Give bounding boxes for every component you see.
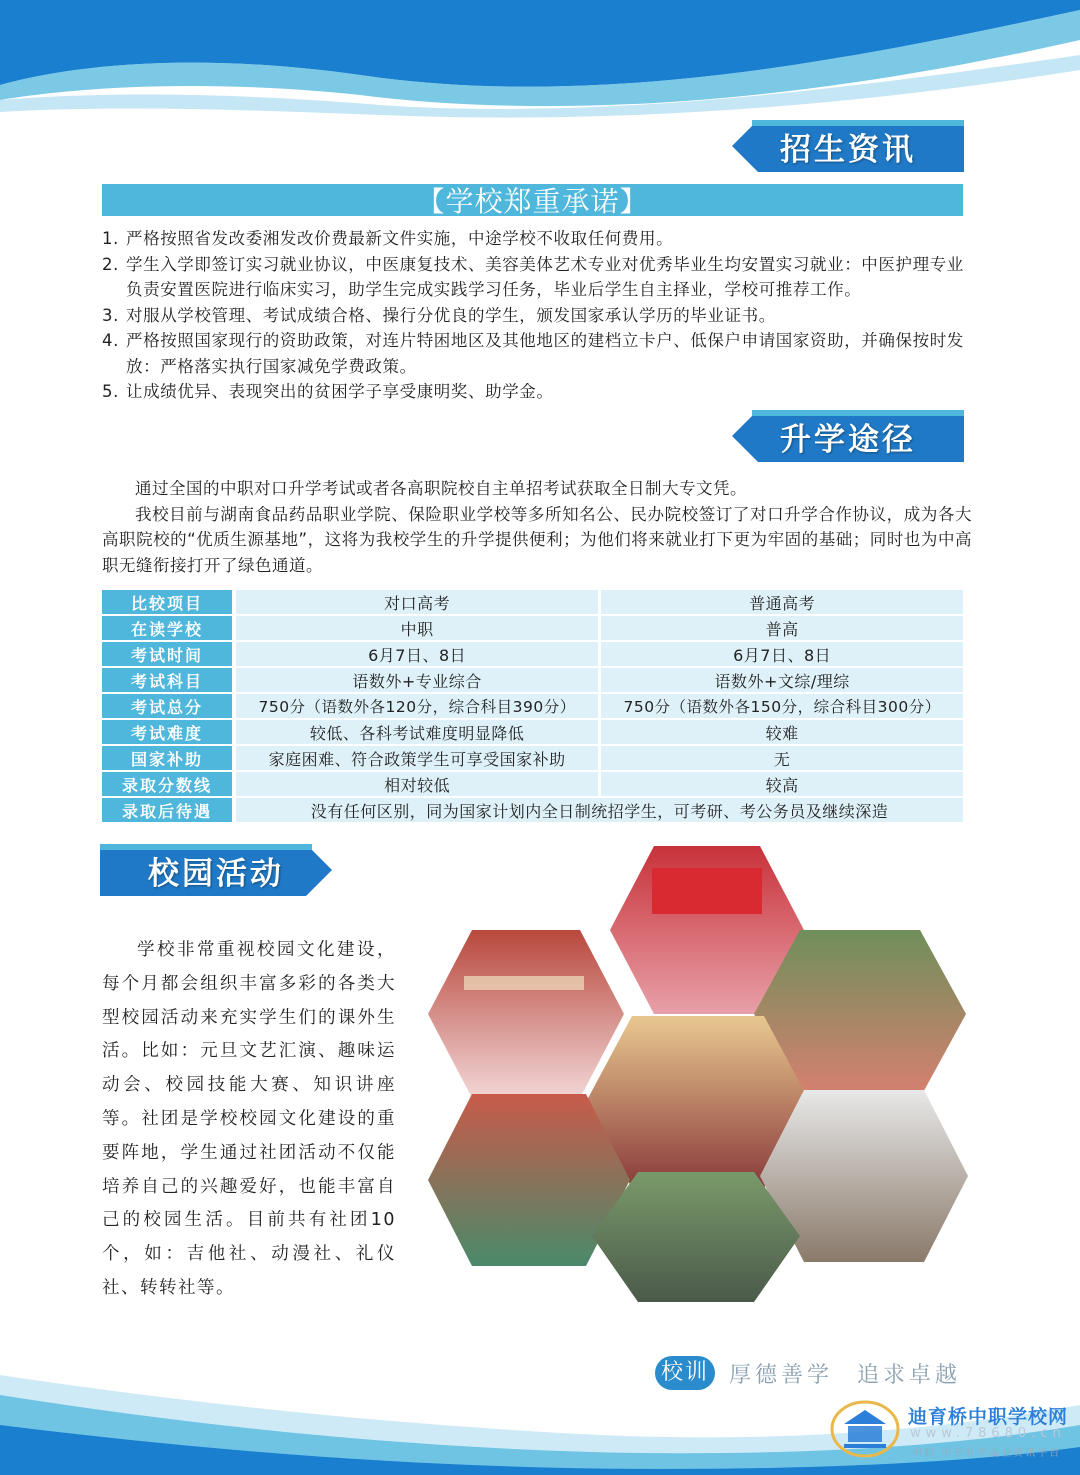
campus-text bbox=[102, 934, 396, 1306]
table-cell-merged: 没有任何区别，同为国家计划内全日制统招学生，可考研、考公务员及继续深造 bbox=[236, 798, 963, 822]
promotion-text bbox=[102, 476, 972, 578]
table-row bbox=[102, 720, 963, 744]
table-row bbox=[102, 642, 963, 666]
row-label: 录取后待遇 bbox=[102, 798, 236, 822]
row-label: 考试科目 bbox=[102, 668, 236, 692]
motto-badge: 校训 bbox=[655, 1356, 715, 1390]
watermark-slogan: 中职 中专升学就业资讯平台 bbox=[912, 1448, 1062, 1459]
table-row bbox=[102, 590, 963, 614]
table-cell: 较难 bbox=[601, 720, 963, 744]
list-item: 4. 严格按照国家现行的资助政策，对连片特困地区及其他地区的建档立卡户、低保户申请国家资助，并确保按时发放：严格落实执行国家减免学费政策。 bbox=[102, 331, 964, 376]
table-cell: 中职 bbox=[236, 616, 601, 640]
table-cell: 较高 bbox=[601, 772, 963, 796]
table-cell: 普高 bbox=[601, 616, 963, 640]
table-row bbox=[102, 616, 963, 640]
table-cell: 语数外+专业综合 bbox=[236, 668, 601, 692]
admission-title: 招生资讯 bbox=[780, 131, 916, 168]
comparison-table bbox=[102, 588, 963, 824]
table-cell: 相对较低 bbox=[236, 772, 601, 796]
table-row bbox=[102, 798, 963, 822]
table-cell: 6月7日、8日 bbox=[236, 642, 601, 666]
list-item: 3. 对服从学校管理、考试成绩合格、操行分优良的学生，颁发国家承认学历的毕业证书。 bbox=[102, 305, 776, 325]
section-tag-promotion bbox=[732, 410, 964, 462]
table-cell: 普通高考 bbox=[601, 590, 963, 614]
promotion-paragraph: 我校目前与湖南食品药品职业学院、保险职业学校等多所知名公、民办院校签订了对口升学合作协议，成为各大高职院校的“优质生源基地”，这将为我校学生的升学提供便利；为他们将来就业打下更为牢固的基础；同时也为中高职无缝衔接打开了绿色通道。 bbox=[102, 504, 972, 575]
table-row bbox=[102, 668, 963, 692]
row-label: 国家补助 bbox=[102, 746, 236, 770]
row-label: 录取分数线 bbox=[102, 772, 236, 796]
promise-list bbox=[102, 226, 972, 405]
table-cell: 750分（语数外各120分，综合科目390分） bbox=[236, 694, 601, 718]
campus-title: 校园活动 bbox=[148, 855, 284, 892]
watermark-name: 迪育桥中职学校网 bbox=[908, 1406, 1069, 1428]
table-cell: 750分（语数外各150分，综合科目300分） bbox=[601, 694, 963, 718]
campus-paragraph: 学校非常重视校园文化建设，每个月都会组织丰富多彩的各类大型校园活动来充实学生们的课外生活。比如：元旦文艺汇演、趣味运动会、校园技能大赛、知识讲座等。社团是学校校园文化建设的重要阵地，学生通过社团活动不仅能培养自己的兴趣爱好，也能丰富自己的校园生活。目前共有社团10个，如：吉他社、动漫社、礼仪社、转转社等。 bbox=[102, 940, 396, 1298]
table-cell: 较低、各科考试难度明显降低 bbox=[236, 720, 601, 744]
site-watermark bbox=[830, 1396, 1075, 1466]
table-row bbox=[102, 694, 963, 718]
row-label: 考试总分 bbox=[102, 694, 236, 718]
row-label: 考试难度 bbox=[102, 720, 236, 744]
section-tag-admission bbox=[732, 120, 964, 172]
row-label: 在读学校 bbox=[102, 616, 236, 640]
school-logo-icon bbox=[830, 1400, 900, 1458]
top-wave-decoration bbox=[0, 0, 1080, 120]
campus-photo-collage bbox=[424, 846, 974, 1306]
table-cell: 对口高考 bbox=[236, 590, 601, 614]
table-cell: 语数外+文综/理综 bbox=[601, 668, 963, 692]
table-row bbox=[102, 746, 963, 770]
table-row bbox=[102, 772, 963, 796]
watermark-url: www.78680.cn bbox=[910, 1426, 1066, 1441]
school-motto bbox=[655, 1356, 961, 1390]
table-cell: 6月7日、8日 bbox=[601, 642, 963, 666]
list-item: 1. 严格按照省发改委湘发改价费最新文件实施，中途学校不收取任何费用。 bbox=[102, 229, 674, 248]
section-tag-campus bbox=[100, 844, 332, 896]
photo-hexagon bbox=[428, 930, 624, 1098]
list-item: 2. 学生入学即签订实习就业协议，中医康复技术、美容美体艺术专业对优秀毕业生均安置实习就业：中医护理专业负责安置医院进行临床实习，助学生完成实践学习任务，毕业后学生自主择业，学校可推荐工作。 bbox=[102, 254, 964, 299]
row-label: 考试时间 bbox=[102, 642, 236, 666]
list-item: 5. 让成绩优异、表现突出的贫困学子享受康明奖、助学金。 bbox=[102, 382, 554, 401]
promise-heading-bar bbox=[102, 184, 963, 216]
promise-heading: 【学校郑重承诺】 bbox=[416, 185, 649, 218]
motto-words: 厚德善学 追求卓越 bbox=[729, 1362, 962, 1388]
table-cell: 无 bbox=[601, 746, 963, 770]
table-cell: 家庭困难、符合政策学生可享受国家补助 bbox=[236, 746, 601, 770]
promotion-title: 升学途径 bbox=[780, 421, 916, 458]
row-label: 比较项目 bbox=[102, 590, 236, 614]
promotion-paragraph: 通过全国的中职对口升学考试或者各高职院校自主单招考试获取全日制大专文凭。 bbox=[135, 479, 747, 498]
